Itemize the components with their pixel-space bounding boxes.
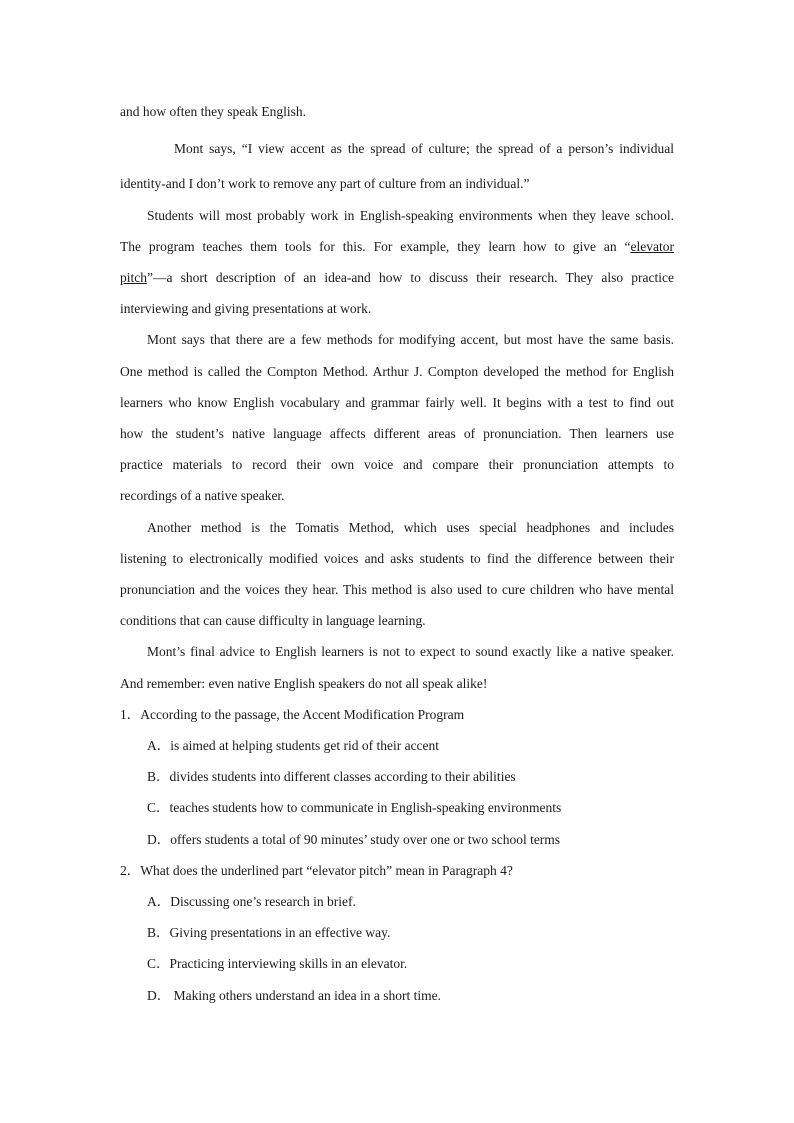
quote-paragraph-line-1: Mont says, “I view accent as the spread of culture; the spread of a person’s individual — [174, 141, 674, 156]
tomatis-paragraph-line-3: pronunciation and the voices they hear. This method is also used to cure children who have mental — [120, 582, 674, 597]
tomatis-paragraph-line-4: conditions that can cause difficulty in language learning. — [120, 613, 426, 628]
question-2-option-a[interactable]: A．Discussing one’s research in brief. — [147, 894, 356, 909]
question-1-option-a[interactable]: A．is aimed at helping students get rid of their accent — [147, 738, 440, 753]
advice-paragraph-line-1: Mont’s final advice to English learners is not to expect to sound exactly like a native speaker. — [147, 644, 674, 659]
methods-paragraph-line-6: recordings of a native speaker. — [120, 488, 285, 503]
question-2-option-c[interactable]: C．Practicing interviewing skills in an elevator. — [147, 956, 408, 971]
tomatis-paragraph-line-2: listening to electronically modified voices and asks students to find the difference between their — [120, 551, 674, 566]
methods-paragraph-line-1: Mont says that there are a few methods for modifying accent, but most have the same basis. — [147, 332, 674, 347]
elevator-pitch-underline: elevator — [630, 239, 674, 254]
elevator-pitch-underline-cont: pitch — [120, 270, 147, 285]
students-paragraph-line-2: The program teaches them tools for this. For example, they learn how to give an “elevator — [120, 239, 674, 254]
methods-paragraph-line-5: practice materials to record their own voice and compare their pronunciation attempts to — [120, 457, 674, 472]
question-2-stem: 2．What does the underlined part “elevator pitch” mean in Paragraph 4? — [120, 863, 513, 878]
question-2-option-d[interactable]: D． Making others understand an idea in a short time. — [147, 988, 441, 1003]
students-paragraph-line-3: pitch”—a short description of an idea-and how to discuss their research. They also practice — [120, 270, 674, 285]
question-1-option-d[interactable]: D．offers students a total of 90 minutes’ study over one or two school terms — [147, 832, 561, 847]
students-paragraph-line-1: Students will most probably work in English-speaking environments when they leave school. — [147, 208, 674, 223]
advice-paragraph-line-2: And remember: even native English speakers do not all speak alike! — [120, 676, 488, 691]
students-paragraph-line-4: interviewing and giving presentations at work. — [120, 301, 372, 316]
question-1-option-b[interactable]: B．divides students into different classes according to their abilities — [147, 769, 516, 784]
document-page — [120, 0, 674, 1123]
question-2-option-b[interactable]: B．Giving presentations in an effective way. — [147, 925, 391, 940]
methods-paragraph-line-3: learners who know English vocabulary and grammar fairly well. It begins with a test to find out — [120, 395, 674, 410]
passage-line: and how often they speak English. — [120, 104, 306, 119]
question-1-option-c[interactable]: C．teaches students how to communicate in English-speaking environments — [147, 800, 562, 815]
methods-paragraph-line-4: how the student’s native language affects different areas of pronunciation. Then learners use — [120, 426, 674, 441]
quote-paragraph-line-2: identity-and I don’t work to remove any part of culture from an individual.” — [120, 176, 530, 191]
methods-paragraph-line-2: One method is called the Compton Method. Arthur J. Compton developed the method for English — [120, 364, 674, 379]
question-1-stem: 1．According to the passage, the Accent Modification Program — [120, 707, 465, 722]
tomatis-paragraph-line-1: Another method is the Tomatis Method, which uses special headphones and includes — [147, 520, 674, 535]
